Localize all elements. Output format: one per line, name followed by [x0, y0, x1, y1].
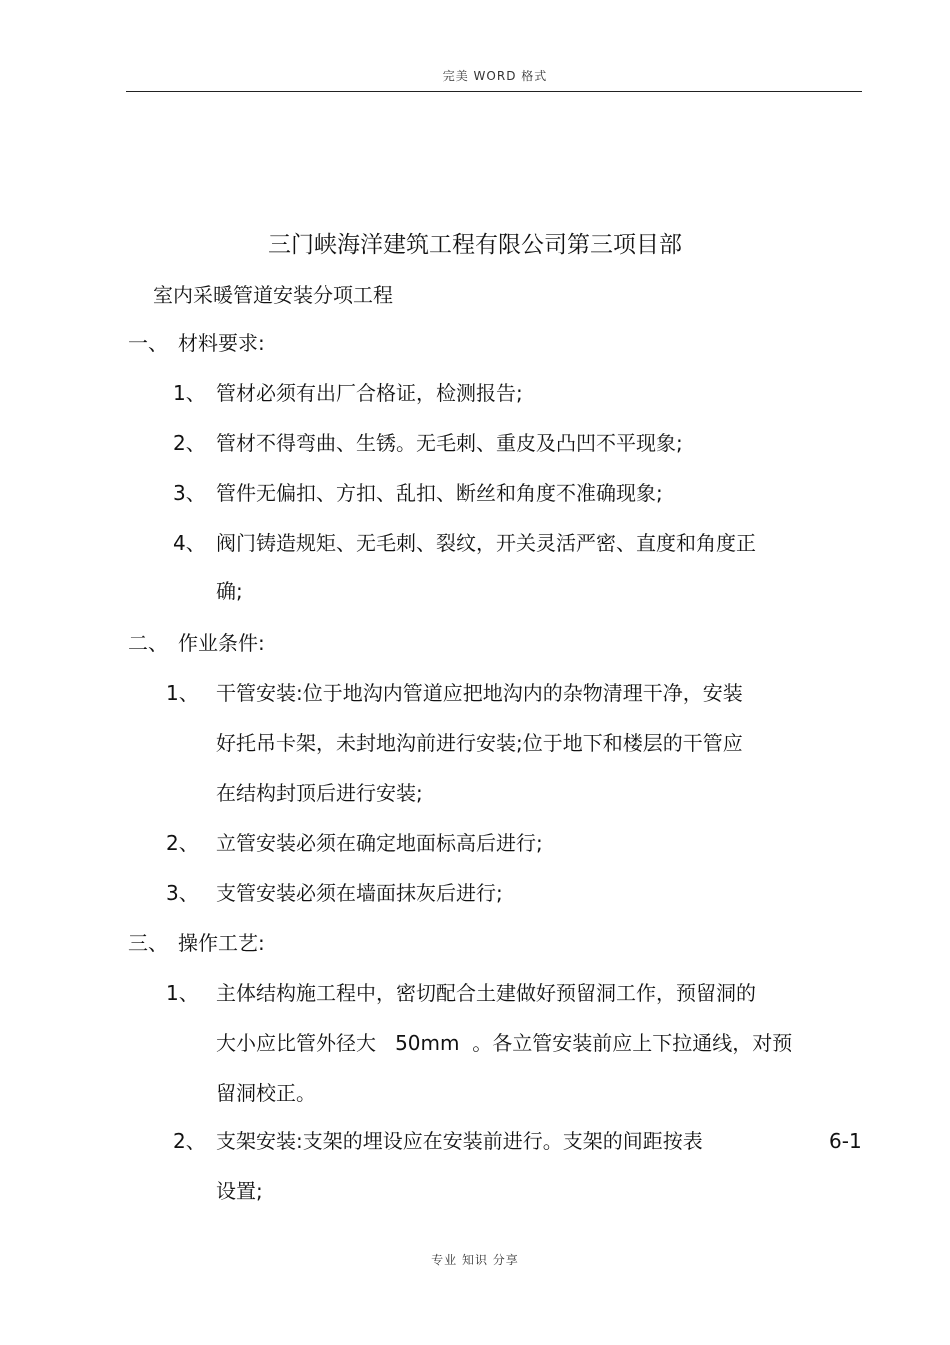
- list-item-number: 2、: [166, 831, 199, 855]
- list-item-text: 管件无偏扣、方扣、乱扣、断丝和角度不准确现象;: [216, 481, 663, 505]
- list-item-number: 3、: [173, 481, 206, 505]
- list-item-text-continued: 设置;: [216, 1179, 263, 1203]
- list-item-text: 立管安装必须在确定地面标高后进行;: [216, 831, 543, 855]
- section-heading-materials: [128, 330, 265, 356]
- list-item-text: 主体结构施工程中，密切配合土建做好预留洞工作，预留洞的: [216, 981, 756, 1005]
- list-item-text-continued: 留洞校正。: [216, 1081, 316, 1105]
- section-heading-text: 材料要求:: [178, 331, 265, 355]
- document-title: 三门峡海洋建筑工程有限公司第三项目部: [268, 232, 682, 258]
- section-heading-conditions: [128, 630, 265, 656]
- list-item-number: 2、: [173, 431, 206, 455]
- list-item-text: 干管安装:位于地沟内管道应把地沟内的杂物清理干净，安装: [216, 681, 743, 705]
- list-item-text-continued: 大小应比管外径大 50mm 。各立管安装前应上下拉通线，对预: [216, 1031, 793, 1055]
- list-item-text-continued: 好托吊卡架，未封地沟前进行安装;位于地下和楼层的干管应: [216, 731, 743, 755]
- list-item-number: 2、: [173, 1129, 206, 1153]
- list-item-text-continued: 确;: [216, 579, 243, 603]
- section-number: 三、: [128, 931, 168, 955]
- list-item-text: 阀门铸造规矩、无毛刺、裂纹，开关灵活严密、直度和角度正: [216, 531, 756, 555]
- page-footer: 专业 知识 分享: [431, 1253, 519, 1267]
- section-number: 一、: [128, 331, 168, 355]
- section-heading-text: 作业条件:: [178, 631, 265, 655]
- list-item-number: 4、: [173, 531, 206, 555]
- list-item-number: 3、: [166, 881, 199, 905]
- page-header: 完美 WORD 格式: [442, 69, 548, 83]
- list-item-text: 支管安装必须在墙面抹灰后进行;: [216, 881, 503, 905]
- list-item-text: 管材必须有出厂合格证，检测报告;: [216, 381, 523, 405]
- section-number: 二、: [128, 631, 168, 655]
- header-rule: [126, 91, 862, 92]
- list-item-text-continued: 在结构封顶后进行安装;: [216, 781, 423, 805]
- list-item-number: 1、: [166, 681, 199, 705]
- list-item-number: 1、: [173, 381, 206, 405]
- section-heading-process: [128, 930, 265, 956]
- table-reference: 6-1: [829, 1129, 862, 1153]
- document-subtitle: 室内采暖管道安装分项工程: [153, 283, 393, 307]
- list-item-text: 支架安装:支架的埋设应在安装前进行。支架的间距按表: [216, 1129, 703, 1153]
- list-item-text: 管材不得弯曲、生锈。无毛刺、重皮及凸凹不平现象;: [216, 431, 683, 455]
- section-heading-text: 操作工艺:: [178, 931, 265, 955]
- list-item-number: 1、: [166, 981, 199, 1005]
